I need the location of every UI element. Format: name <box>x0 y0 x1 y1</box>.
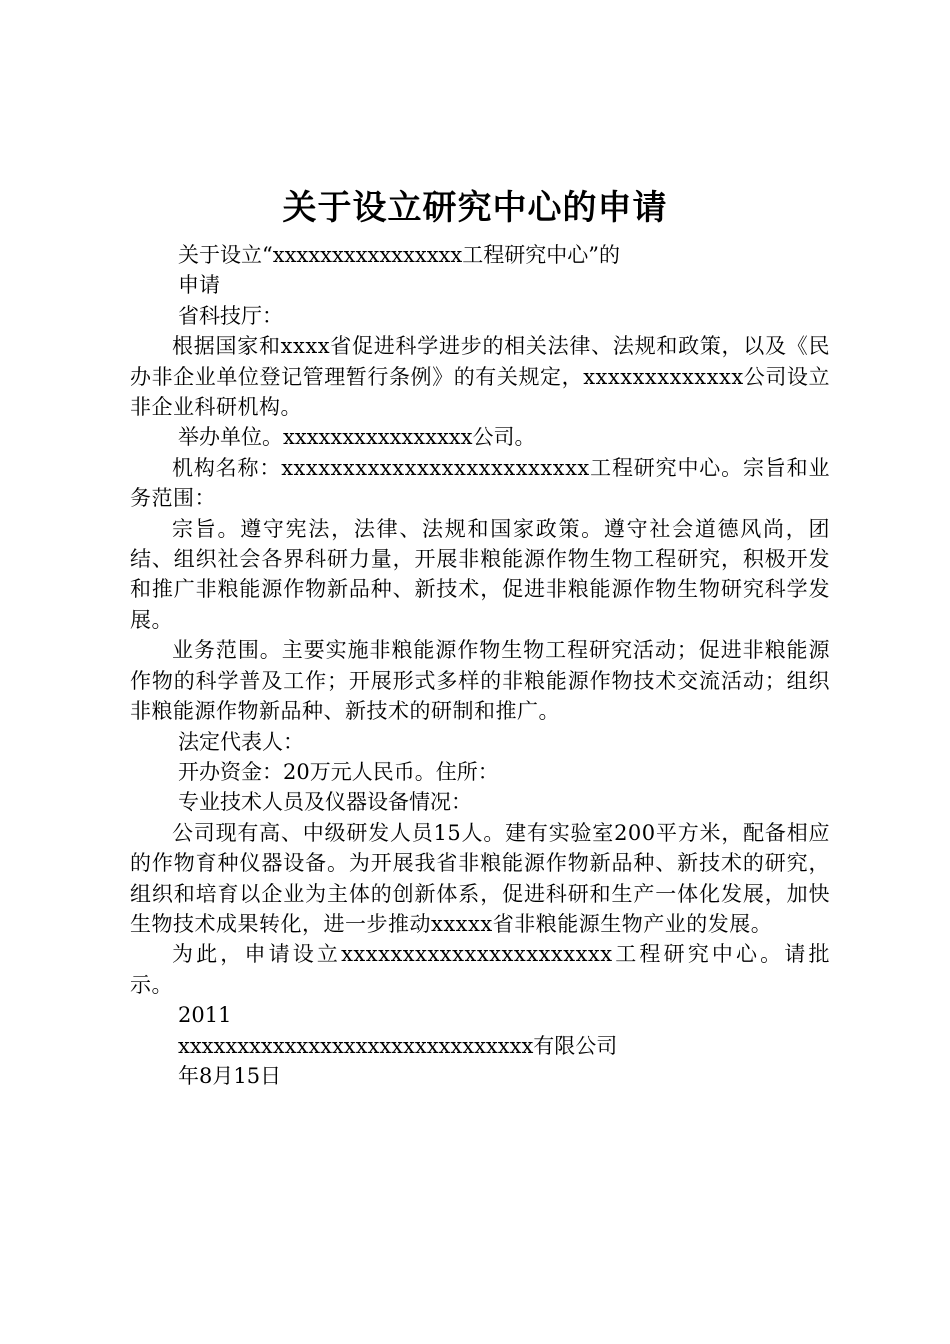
paragraph-sponsor: 举办单位。xxxxxxxxxxxxxxxx公司。 <box>178 425 536 450</box>
paragraph-staff-heading: 专业技术人员及仪器设备情况： <box>178 790 472 815</box>
document-title: 关于设立研究中心的申请 <box>282 188 668 228</box>
paragraph-name: 机构名称：xxxxxxxxxxxxxxxxxxxxxxxxx工程研究中心。宗旨和业务范围： <box>130 455 830 511</box>
paragraph-capital: 开办资金：20万元人民币。住所： <box>178 759 499 784</box>
signature-date: 年8月15日 <box>178 1063 282 1088</box>
document-body <box>130 240 830 1091</box>
paragraph-request: 为此，申请设立xxxxxxxxxxxxxxxxxxxxxx工程研究中心。请批示。 <box>130 942 830 997</box>
paragraph-purpose: 宗旨。遵守宪法，法律、法规和国家政策。遵守社会道德风尚，团结、组织社会各界科研力量，开展非粮能源作物生物工程研究，积极开发和推广非粮能源作物新品种、新技术，促进非粮能源作物生物研究科学发展。 <box>130 516 830 632</box>
heading-line-1: 关于设立“xxxxxxxxxxxxxxxx工程研究中心”的 <box>178 243 620 267</box>
recipient: 省科技厅： <box>178 303 283 328</box>
paragraph-staff: 公司现有高、中级研发人员15人。建有实验室200平方米，配备相应的作物育种仪器设备。为开展我省非粮能源作物新品种、新技术的研究，组织和培育以企业为主体的创新体系，促进科研和生产一体化发展，加快生物技术成果转化，进一步推动xxxxx省非粮能源生物产业的发展。 <box>130 820 830 936</box>
paragraph-intro: 根据国家和xxxx省促进科学进步的相关法律、法规和政策，以及《民办非企业单位登记管理暂行条例》的有关规定，xxxxxxxxxxxxx公司设立非企业科研机构。 <box>130 334 830 420</box>
signature-year: 2011 <box>178 1003 232 1028</box>
heading-line-2: 申请 <box>178 273 220 298</box>
paragraph-scope: 业务范围。主要实施非粮能源作物生物工程研究活动；促进非粮能源作物的科学普及工作；开展形式多样的非粮能源作物技术交流活动；组织非粮能源作物新品种、新技术的研制和推广。 <box>130 638 830 724</box>
signature-company: xxxxxxxxxxxxxxxxxxxxxxxxxxxxxx有限公司 <box>178 1033 618 1058</box>
paragraph-legal-rep: 法定代表人： <box>178 729 304 754</box>
